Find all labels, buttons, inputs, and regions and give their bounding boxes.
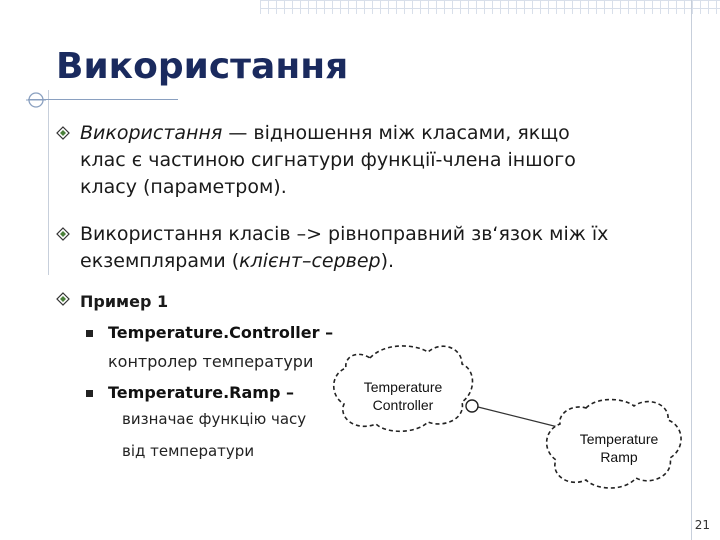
background-grid — [260, 0, 720, 14]
subitem-title: Temperature.Ramp – — [108, 383, 294, 402]
bullet-usage-classes — [80, 221, 680, 275]
subitem-desc: визначає функцію часу — [122, 410, 307, 428]
diamond-bullet-icon — [56, 292, 70, 306]
bullet-text: клас є частиною сигнатури функції-члена іншого — [80, 149, 576, 171]
decorative-left-line — [48, 90, 49, 275]
bullet-text: екземплярами ( — [80, 250, 240, 272]
bullet-text: — відношення між класами, якщо — [222, 122, 570, 144]
diamond-bullet-icon — [56, 126, 70, 140]
page-number: 21 — [694, 518, 710, 532]
subitem-desc: контролер температури — [108, 352, 314, 371]
square-bullet-icon — [86, 390, 93, 397]
bullet-example — [80, 288, 680, 315]
subitem-title: Temperature.Controller – — [108, 323, 334, 342]
decorative-title-underline — [28, 99, 178, 100]
square-bullet-icon — [86, 330, 93, 337]
bullet-italic-text: клієнт–сервер — [239, 250, 381, 272]
node1-line2: Controller — [372, 397, 434, 413]
bullet-text: ). — [380, 250, 395, 272]
bullet-text: класу (параметром). — [80, 176, 287, 198]
slide-title: Використання — [56, 46, 349, 87]
node1-line1: Temperature — [363, 379, 443, 395]
diamond-bullet-icon — [56, 227, 70, 241]
crosshair-icon — [26, 90, 46, 110]
class-diagram — [330, 330, 710, 520]
subitem-controller — [108, 322, 333, 344]
node2-line1: Temperature — [579, 431, 659, 447]
subitem-desc: від температури — [122, 442, 255, 460]
bullet-text: Використання класів –> рівноправний зв‘язок між їх — [80, 223, 609, 245]
example-label: Пример 1 — [80, 292, 169, 311]
bullet-usage-definition — [80, 120, 680, 201]
usage-circle-icon — [466, 400, 478, 412]
subitem-ramp — [108, 382, 294, 404]
bullet-lead-term: Використання — [80, 122, 223, 144]
node2-line2: Ramp — [600, 449, 638, 465]
